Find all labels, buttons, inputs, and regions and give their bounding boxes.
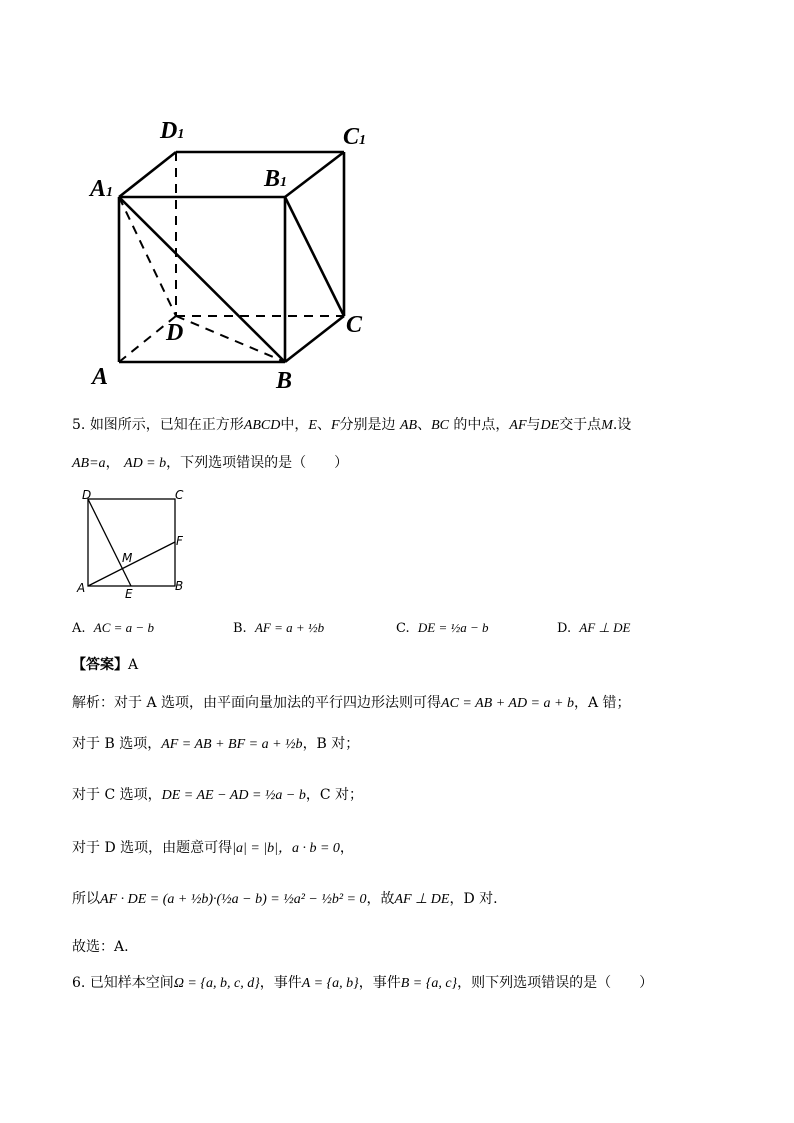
cube-figure <box>0 0 420 400</box>
cube-drawing <box>0 0 420 400</box>
label-d: D <box>166 320 184 346</box>
sq-label-d: D <box>82 488 92 502</box>
edge-a1d1 <box>119 152 176 197</box>
diag-b1c <box>285 197 344 316</box>
analysis-line-3: 对于 C 选项，DE = AE − AD = ½a − b，C 对； <box>72 787 364 803</box>
label-a: A <box>92 364 109 390</box>
analysis-line-5: 所以AF · DE = (a + ½b)·(½a − b) = ½a² − ½b² = 0，故AF ⊥ DE，D 对. <box>72 891 498 907</box>
label-a1: A1 <box>90 176 114 202</box>
answer-value: A <box>128 657 139 673</box>
analysis-line-1: 解析：对于 A 选项，由平面向量加法的平行四边形法则可得AC = AB + AD = a + b，A 错； <box>72 695 631 711</box>
diag-db <box>176 316 285 362</box>
segment-de <box>88 499 131 586</box>
option-c[interactable]: C. DE = ½a − b <box>396 620 489 636</box>
sq-label-f: F <box>176 534 183 548</box>
analysis-line-6: 故选：A. <box>72 939 129 955</box>
analysis-line-4: 对于 D 选项，由题意可得|a| = |b|，a · b = 0， <box>72 840 354 856</box>
edge-bc <box>285 316 344 362</box>
sq-label-c: C <box>175 488 184 502</box>
label-b1: B1 <box>264 166 288 192</box>
option-a[interactable]: A. AC = a − b <box>72 620 154 636</box>
label-c1: C1 <box>343 124 367 150</box>
sq-label-e: E <box>125 587 133 601</box>
diag-a1b <box>119 197 285 362</box>
sq-label-a: A <box>77 581 86 595</box>
edge-b1c1 <box>285 152 344 197</box>
label-b: B <box>276 368 293 394</box>
q5-stem-line2: AB=a， AD = b，下列选项错误的是（ ） <box>72 455 349 471</box>
square-figure <box>72 485 202 600</box>
answer-line <box>72 654 138 674</box>
option-b[interactable]: B. AF = a + ½b <box>233 620 325 636</box>
q6-stem: 6. 已知样本空间Ω = {a, b, c, d}，事件A = {a, b}，事件B = {a, c}，则下列选项错误的是（ ） <box>72 975 654 991</box>
diag-a1d <box>119 197 176 316</box>
label-d1: D1 <box>160 118 185 144</box>
option-d[interactable]: D. AF ⊥ DE <box>557 620 631 636</box>
label-c: C <box>346 312 363 338</box>
square-abcd <box>88 499 175 586</box>
sq-label-b: B <box>175 579 184 593</box>
q5-stem-line1: 5. 如图所示，已知在正方形ABCD中，E、F分别是边 AB、BC 的中点，AF与DE交于点M.设 <box>72 417 632 433</box>
sq-label-m: M <box>122 551 133 565</box>
analysis-line-2: 对于 B 选项，AF = AB + BF = a + ½b，B 对； <box>72 736 360 752</box>
answer-label: 【答案】 <box>72 657 128 673</box>
